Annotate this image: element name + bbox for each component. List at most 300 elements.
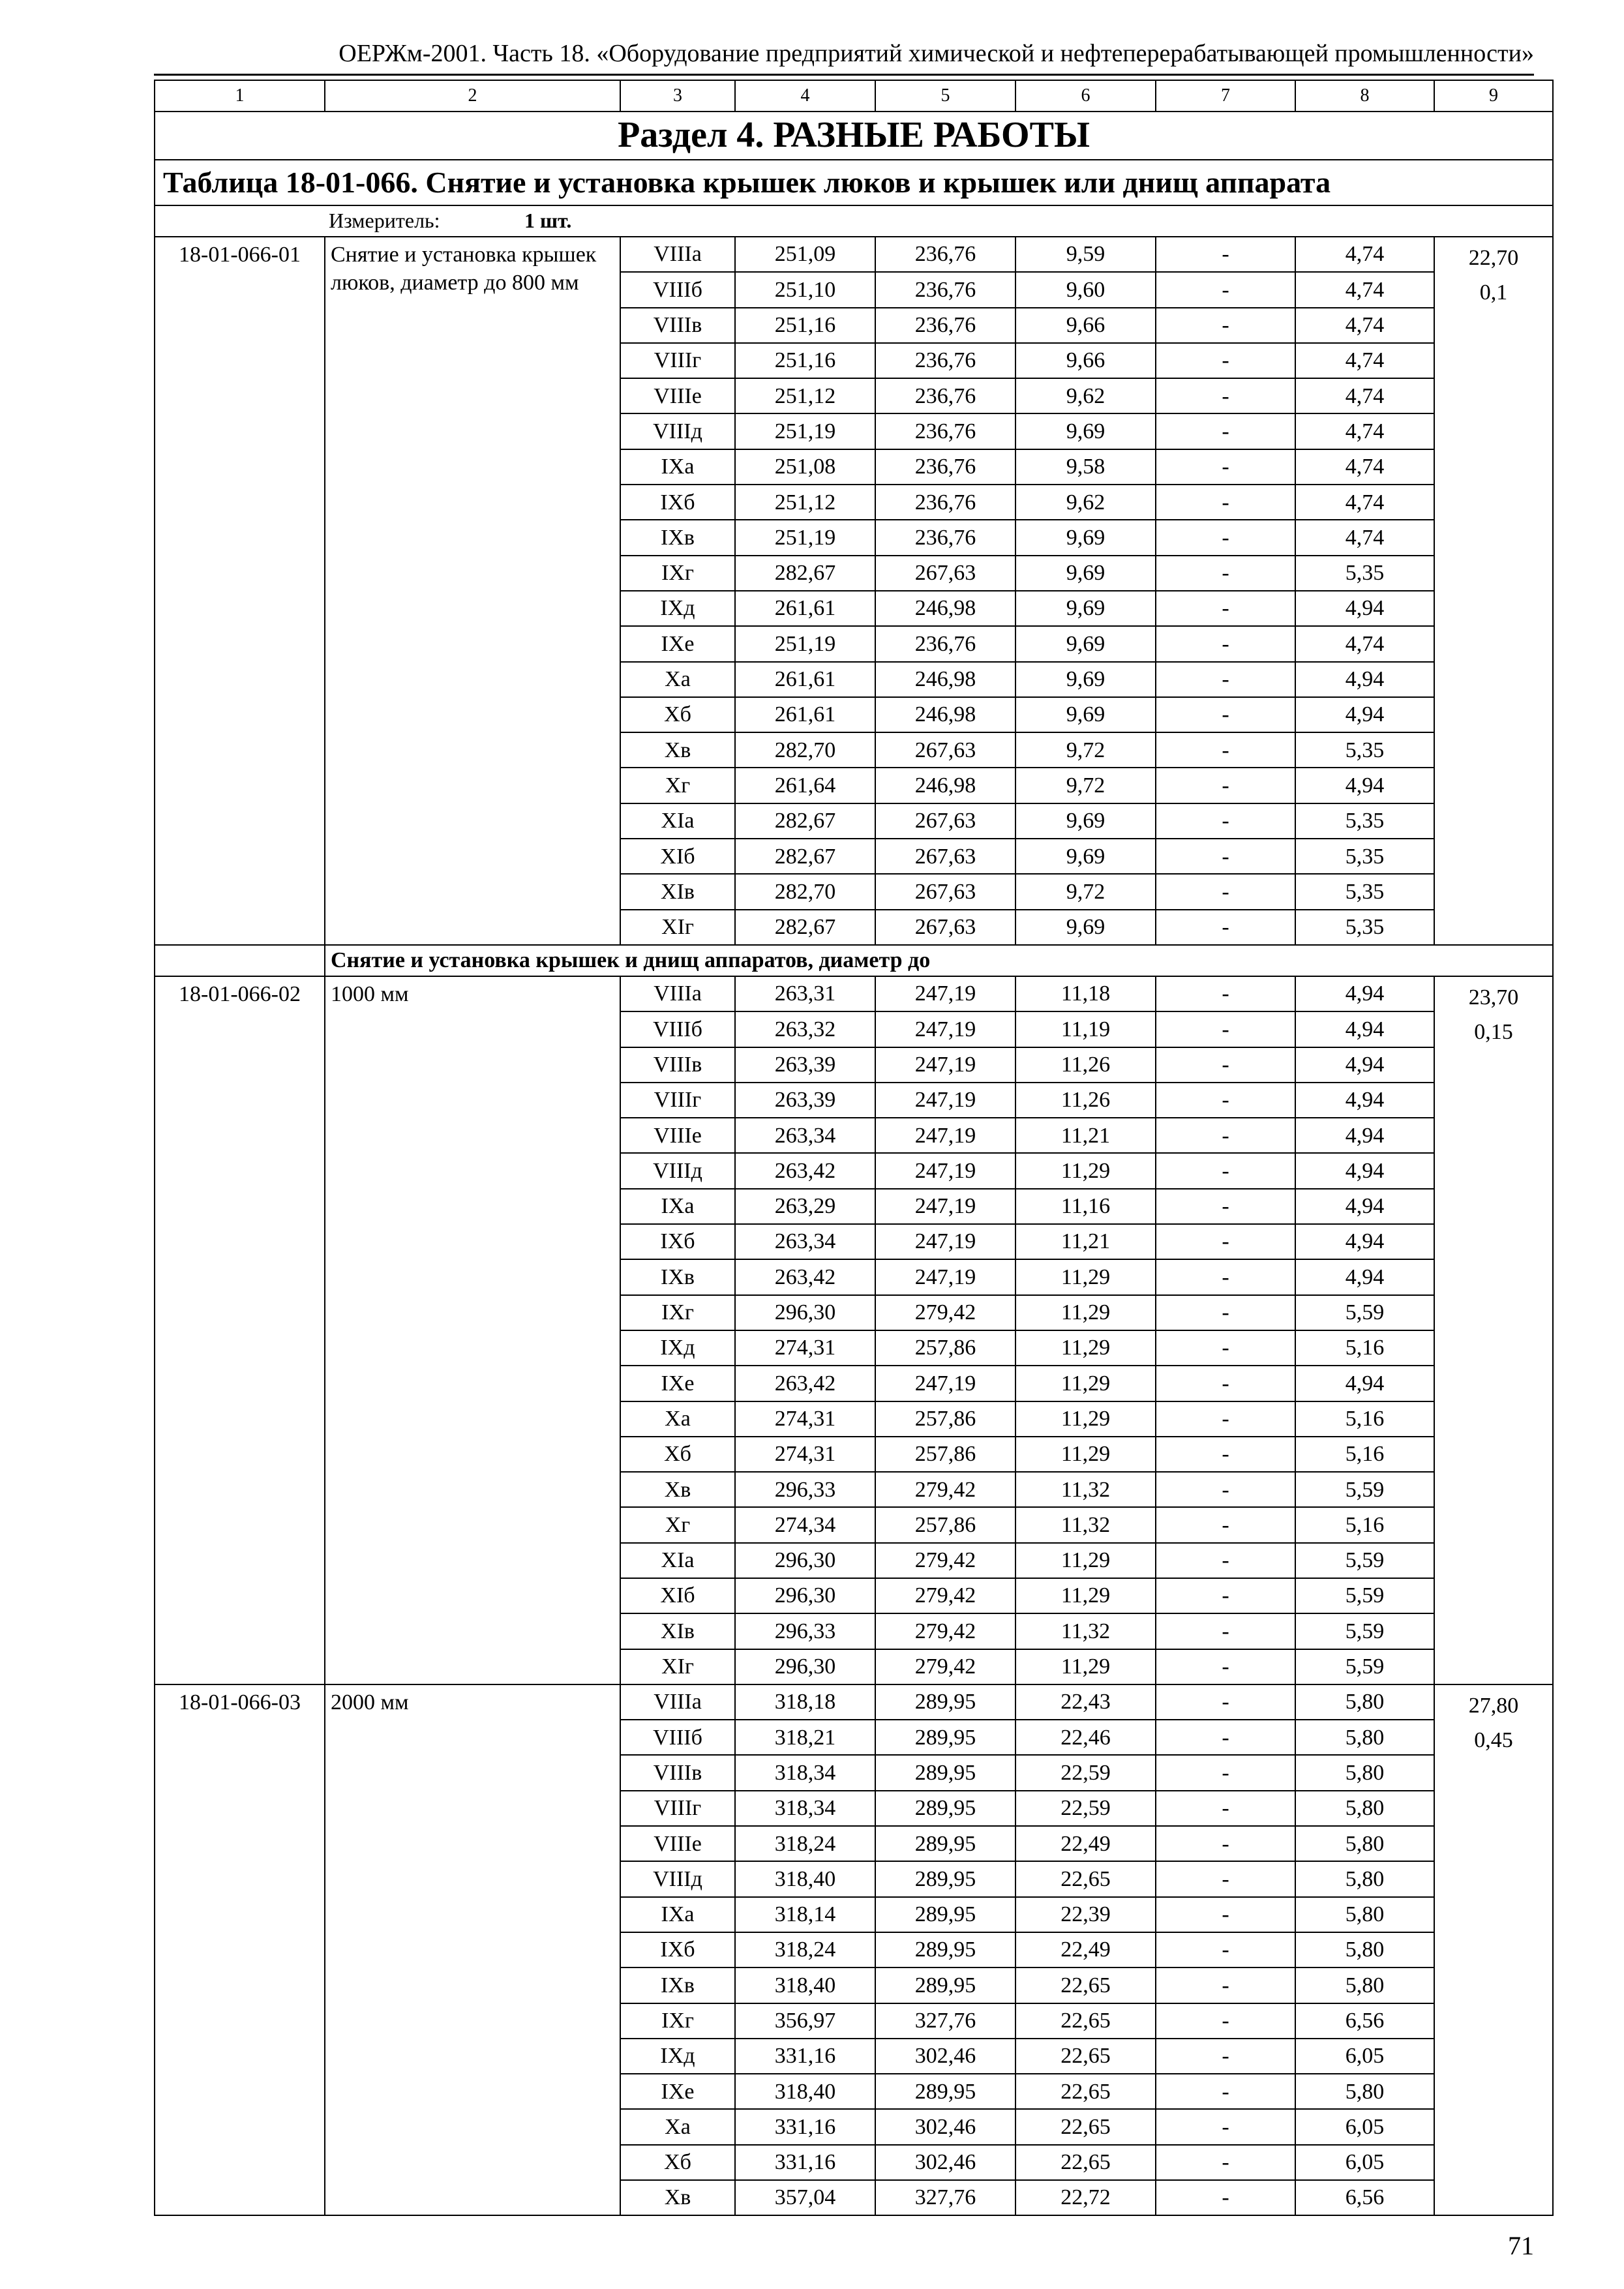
driver-wages-cell: - (1156, 1932, 1295, 1967)
labor-cost-cell: 4,94 (1295, 1118, 1434, 1153)
wages-cell: 279,42 (875, 1613, 1015, 1649)
wages-cell: 289,95 (875, 1720, 1015, 1755)
driver-wages-cell: - (1156, 520, 1295, 555)
labor-cost-cell: 5,80 (1295, 1755, 1434, 1790)
worker-category-cell: VIIIа (620, 976, 735, 1011)
machine-cost-cell: 11,21 (1015, 1224, 1156, 1259)
table-title-row (155, 160, 1553, 205)
page-header: ОЕРЖм-2001. Часть 18. «Оборудование предприятий химической и нефтеперерабатывающей промышленности» (338, 40, 1534, 67)
column-number: 2 (325, 80, 620, 112)
labor-cost-cell: 5,16 (1295, 1401, 1434, 1437)
machine-cost-cell: 11,29 (1015, 1401, 1156, 1437)
column-number: 4 (735, 80, 875, 112)
worker-category-cell: XIв (620, 1613, 735, 1649)
worker-category-cell: IXб (620, 485, 735, 520)
wages-cell: 289,95 (875, 1897, 1015, 1932)
labor-cost-cell: 4,94 (1295, 1259, 1434, 1294)
cost-total-cell: 251,10 (735, 272, 875, 307)
labor-cost-cell: 5,35 (1295, 732, 1434, 768)
wages-cell: 302,46 (875, 2109, 1015, 2144)
driver-wages-cell: - (1156, 2039, 1295, 2074)
cost-total-cell: 251,16 (735, 308, 875, 343)
wages-cell: 247,19 (875, 976, 1015, 1011)
machine-cost-cell: 9,72 (1015, 874, 1156, 909)
driver-wages-cell: - (1156, 343, 1295, 378)
wages-cell: 257,86 (875, 1401, 1015, 1437)
driver-wages-cell: - (1156, 874, 1295, 909)
labor-cost-cell: 5,59 (1295, 1578, 1434, 1613)
driver-wages-cell: - (1156, 1649, 1295, 1684)
worker-category-cell: IXд (620, 2039, 735, 2074)
machine-cost-cell: 9,69 (1015, 803, 1156, 839)
worker-category-cell: IXг (620, 2003, 735, 2039)
machine-cost-cell: 11,29 (1015, 1259, 1156, 1294)
machine-cost-cell: 11,32 (1015, 1472, 1156, 1507)
machine-cost-cell: 11,29 (1015, 1366, 1156, 1401)
cost-total-cell: 251,16 (735, 343, 875, 378)
worker-category-cell: XIг (620, 910, 735, 945)
driver-wages-cell: - (1156, 2003, 1295, 2039)
labor-cost-cell: 4,94 (1295, 1224, 1434, 1259)
machine-cost-cell: 11,29 (1015, 1153, 1156, 1188)
driver-wages-cell: - (1156, 768, 1295, 803)
unit-label: Измеритель: (329, 209, 440, 233)
driver-wages-cell: - (1156, 976, 1295, 1011)
column-number: 6 (1015, 80, 1156, 112)
labor-cost-cell: 6,56 (1295, 2003, 1434, 2039)
machine-cost-cell: 9,66 (1015, 343, 1156, 378)
rate-code: 18-01-066-01 (155, 237, 325, 945)
machine-cost-cell: 11,26 (1015, 1047, 1156, 1083)
machine-cost-cell: 22,65 (1015, 2074, 1156, 2109)
machine-cost-cell: 11,29 (1015, 1543, 1156, 1578)
worker-category-cell: IXе (620, 2074, 735, 2109)
worker-category-cell: IXд (620, 1330, 735, 1366)
extra-value-1: 23,70 (1468, 985, 1519, 1010)
driver-wages-cell: - (1156, 1153, 1295, 1188)
machine-cost-cell: 9,69 (1015, 591, 1156, 626)
labor-cost-cell: 5,59 (1295, 1613, 1434, 1649)
wages-cell: 257,86 (875, 1437, 1015, 1472)
machine-cost-cell: 22,46 (1015, 1720, 1156, 1755)
worker-category-cell: XIа (620, 1543, 735, 1578)
driver-wages-cell: - (1156, 1437, 1295, 1472)
cost-total-cell: 251,19 (735, 520, 875, 555)
column-number-row (155, 80, 1553, 112)
driver-wages-cell: - (1156, 1259, 1295, 1294)
cost-total-cell: 261,61 (735, 662, 875, 697)
labor-cost-cell: 6,05 (1295, 2039, 1434, 2074)
wages-cell: 289,95 (875, 1684, 1015, 1720)
labor-cost-cell: 5,16 (1295, 1330, 1434, 1366)
cost-total-cell: 318,14 (735, 1897, 875, 1932)
worker-category-cell: VIIIг (620, 1791, 735, 1826)
wages-cell: 236,76 (875, 485, 1015, 520)
labor-cost-cell: 4,94 (1295, 1047, 1434, 1083)
section-title: Раздел 4. РАЗНЫЕ РАБОТЫ (155, 112, 1553, 160)
wages-cell: 246,98 (875, 591, 1015, 626)
labor-cost-cell: 5,35 (1295, 556, 1434, 591)
cost-total-cell: 274,31 (735, 1330, 875, 1366)
wages-cell: 267,63 (875, 874, 1015, 909)
machine-cost-cell: 9,69 (1015, 626, 1156, 661)
worker-category-cell: VIIIб (620, 1011, 735, 1047)
driver-wages-cell: - (1156, 2109, 1295, 2144)
labor-cost-cell: 5,80 (1295, 1720, 1434, 1755)
cost-total-cell: 296,30 (735, 1649, 875, 1684)
cost-total-cell: 251,12 (735, 378, 875, 413)
machine-cost-cell: 9,58 (1015, 449, 1156, 485)
driver-wages-cell: - (1156, 485, 1295, 520)
extra-values (1434, 1684, 1553, 2215)
worker-category-cell: XIб (620, 839, 735, 874)
cost-total-cell: 261,64 (735, 768, 875, 803)
worker-category-cell: XIб (620, 1578, 735, 1613)
machine-cost-cell: 22,39 (1015, 1897, 1156, 1932)
labor-cost-cell: 4,74 (1295, 626, 1434, 661)
driver-wages-cell: - (1156, 449, 1295, 485)
driver-wages-cell: - (1156, 1755, 1295, 1790)
worker-category-cell: IXг (620, 556, 735, 591)
labor-cost-cell: 5,59 (1295, 1295, 1434, 1330)
cost-total-cell: 318,21 (735, 1720, 875, 1755)
work-name: Снятие и установка крышек люков, диаметр до 800 мм (325, 237, 620, 945)
worker-category-cell: VIIIе (620, 1826, 735, 1861)
driver-wages-cell: - (1156, 1224, 1295, 1259)
cost-total-cell: 318,24 (735, 1826, 875, 1861)
machine-cost-cell: 11,21 (1015, 1118, 1156, 1153)
worker-category-cell: Xв (620, 2180, 735, 2215)
labor-cost-cell: 4,74 (1295, 378, 1434, 413)
cost-total-cell: 318,40 (735, 1861, 875, 1896)
wages-cell: 236,76 (875, 308, 1015, 343)
wages-cell: 279,42 (875, 1295, 1015, 1330)
worker-category-cell: XIв (620, 874, 735, 909)
driver-wages-cell: - (1156, 1047, 1295, 1083)
labor-cost-cell: 6,05 (1295, 2109, 1434, 2144)
wages-cell: 246,98 (875, 697, 1015, 732)
worker-category-cell: Xг (620, 1507, 735, 1542)
driver-wages-cell: - (1156, 1543, 1295, 1578)
extra-value-1: 22,70 (1468, 246, 1519, 270)
worker-category-cell: VIIIг (620, 343, 735, 378)
wages-cell: 279,42 (875, 1649, 1015, 1684)
worker-category-cell: VIIIв (620, 1047, 735, 1083)
machine-cost-cell: 22,65 (1015, 2003, 1156, 2039)
labor-cost-cell: 5,80 (1295, 2074, 1434, 2109)
driver-wages-cell: - (1156, 591, 1295, 626)
machine-cost-cell: 9,69 (1015, 839, 1156, 874)
column-number: 7 (1156, 80, 1295, 112)
extra-value-1: 27,80 (1468, 1693, 1519, 1718)
wages-cell: 247,19 (875, 1118, 1015, 1153)
worker-category-cell: XIг (620, 1649, 735, 1684)
wages-cell: 247,19 (875, 1153, 1015, 1188)
driver-wages-cell: - (1156, 910, 1295, 945)
cost-total-cell: 318,34 (735, 1791, 875, 1826)
driver-wages-cell: - (1156, 1295, 1295, 1330)
wages-cell: 246,98 (875, 768, 1015, 803)
driver-wages-cell: - (1156, 272, 1295, 307)
worker-category-cell: IXв (620, 1967, 735, 2003)
machine-cost-cell: 22,59 (1015, 1791, 1156, 1826)
labor-cost-cell: 5,80 (1295, 1684, 1434, 1720)
worker-category-cell: Xб (620, 697, 735, 732)
driver-wages-cell: - (1156, 1011, 1295, 1047)
wages-cell: 279,42 (875, 1578, 1015, 1613)
wages-cell: 236,76 (875, 520, 1015, 555)
driver-wages-cell: - (1156, 1791, 1295, 1826)
cost-total-cell: 357,04 (735, 2180, 875, 2215)
wages-cell: 302,46 (875, 2039, 1015, 2074)
cost-total-cell: 282,70 (735, 874, 875, 909)
driver-wages-cell: - (1156, 413, 1295, 449)
driver-wages-cell: - (1156, 839, 1295, 874)
cost-total-cell: 331,16 (735, 2039, 875, 2074)
driver-wages-cell: - (1156, 1578, 1295, 1613)
cost-total-cell: 263,42 (735, 1259, 875, 1294)
subtitle-text: Снятие и установка крышек и днищ аппаратов, диаметр до (325, 945, 1553, 976)
worker-category-cell: IXа (620, 1897, 735, 1932)
machine-cost-cell: 22,59 (1015, 1755, 1156, 1790)
labor-cost-cell: 4,94 (1295, 697, 1434, 732)
page-number: 71 (1508, 2231, 1534, 2260)
table-row (155, 1684, 1553, 1720)
driver-wages-cell: - (1156, 1897, 1295, 1932)
worker-category-cell: IXд (620, 591, 735, 626)
cost-total-cell: 263,39 (735, 1047, 875, 1083)
labor-cost-cell: 4,74 (1295, 237, 1434, 272)
driver-wages-cell: - (1156, 2145, 1295, 2180)
wages-cell: 289,95 (875, 1932, 1015, 1967)
wages-cell: 247,19 (875, 1366, 1015, 1401)
machine-cost-cell: 22,43 (1015, 1684, 1156, 1720)
cost-total-cell: 251,09 (735, 237, 875, 272)
table-title: Таблица 18-01-066. Снятие и установка крышек люков и крышек или днищ аппарата (155, 160, 1553, 205)
extra-values (1434, 237, 1553, 945)
cost-total-cell: 318,40 (735, 1967, 875, 2003)
cost-total-cell: 296,30 (735, 1295, 875, 1330)
worker-category-cell: IXб (620, 1932, 735, 1967)
labor-cost-cell: 4,74 (1295, 272, 1434, 307)
driver-wages-cell: - (1156, 1613, 1295, 1649)
wages-cell: 247,19 (875, 1083, 1015, 1118)
machine-cost-cell: 11,16 (1015, 1189, 1156, 1224)
machine-cost-cell: 22,65 (1015, 2039, 1156, 2074)
labor-cost-cell: 4,74 (1295, 343, 1434, 378)
worker-category-cell: VIIIа (620, 1684, 735, 1720)
cost-total-cell: 263,29 (735, 1189, 875, 1224)
labor-cost-cell: 4,94 (1295, 662, 1434, 697)
labor-cost-cell: 4,94 (1295, 1366, 1434, 1401)
driver-wages-cell: - (1156, 1083, 1295, 1118)
worker-category-cell: VIIIа (620, 237, 735, 272)
wages-cell: 289,95 (875, 1861, 1015, 1896)
machine-cost-cell: 9,69 (1015, 910, 1156, 945)
worker-category-cell: VIIIе (620, 1118, 735, 1153)
wages-cell: 236,76 (875, 449, 1015, 485)
machine-cost-cell: 11,19 (1015, 1011, 1156, 1047)
driver-wages-cell: - (1156, 697, 1295, 732)
labor-cost-cell: 4,94 (1295, 1153, 1434, 1188)
machine-cost-cell: 9,69 (1015, 413, 1156, 449)
wages-cell: 289,95 (875, 1755, 1015, 1790)
cost-total-cell: 274,34 (735, 1507, 875, 1542)
wages-cell: 267,63 (875, 910, 1015, 945)
cost-total-cell: 274,31 (735, 1437, 875, 1472)
wages-cell: 327,76 (875, 2003, 1015, 2039)
wages-cell: 236,76 (875, 343, 1015, 378)
cost-total-cell: 263,32 (735, 1011, 875, 1047)
driver-wages-cell: - (1156, 1507, 1295, 1542)
worker-category-cell: XIа (620, 803, 735, 839)
wages-cell: 289,95 (875, 2074, 1015, 2109)
driver-wages-cell: - (1156, 732, 1295, 768)
unit-cell (325, 205, 1553, 237)
labor-cost-cell: 5,35 (1295, 910, 1434, 945)
machine-cost-cell: 9,59 (1015, 237, 1156, 272)
wages-cell: 279,42 (875, 1472, 1015, 1507)
cost-total-cell: 318,40 (735, 2074, 875, 2109)
wages-cell: 257,86 (875, 1507, 1015, 1542)
worker-category-cell: Xа (620, 1401, 735, 1437)
machine-cost-cell: 11,29 (1015, 1649, 1156, 1684)
labor-cost-cell: 5,35 (1295, 803, 1434, 839)
machine-cost-cell: 9,60 (1015, 272, 1156, 307)
driver-wages-cell: - (1156, 1826, 1295, 1861)
machine-cost-cell: 11,32 (1015, 1613, 1156, 1649)
wages-cell: 257,86 (875, 1330, 1015, 1366)
machine-cost-cell: 9,69 (1015, 662, 1156, 697)
cost-total-cell: 251,08 (735, 449, 875, 485)
driver-wages-cell: - (1156, 2180, 1295, 2215)
wages-cell: 267,63 (875, 803, 1015, 839)
cost-total-cell: 318,18 (735, 1684, 875, 1720)
machine-cost-cell: 9,66 (1015, 308, 1156, 343)
driver-wages-cell: - (1156, 662, 1295, 697)
table-body (155, 80, 1553, 2215)
labor-cost-cell: 4,74 (1295, 520, 1434, 555)
labor-cost-cell: 6,05 (1295, 2145, 1434, 2180)
worker-category-cell: Xб (620, 2145, 735, 2180)
driver-wages-cell: - (1156, 803, 1295, 839)
work-name: 2000 мм (325, 1684, 620, 2215)
wages-cell: 247,19 (875, 1224, 1015, 1259)
unit-value: 1 шт. (524, 209, 572, 233)
machine-cost-cell: 22,65 (1015, 2145, 1156, 2180)
cost-total-cell: 261,61 (735, 591, 875, 626)
wages-cell: 236,76 (875, 378, 1015, 413)
cost-total-cell: 263,31 (735, 976, 875, 1011)
cost-total-cell: 263,34 (735, 1118, 875, 1153)
cost-total-cell: 331,16 (735, 2109, 875, 2144)
worker-category-cell: Xв (620, 732, 735, 768)
unit-blank (155, 205, 325, 237)
cost-total-cell: 282,67 (735, 803, 875, 839)
machine-cost-cell: 11,26 (1015, 1083, 1156, 1118)
labor-cost-cell: 5,59 (1295, 1649, 1434, 1684)
cost-total-cell: 296,30 (735, 1543, 875, 1578)
worker-category-cell: IXе (620, 626, 735, 661)
column-number: 9 (1434, 80, 1553, 112)
table-row (155, 237, 1553, 272)
machine-cost-cell: 22,65 (1015, 1861, 1156, 1896)
labor-cost-cell: 4,74 (1295, 449, 1434, 485)
labor-cost-cell: 4,94 (1295, 1011, 1434, 1047)
wages-cell: 236,76 (875, 626, 1015, 661)
cost-total-cell: 282,67 (735, 556, 875, 591)
machine-cost-cell: 11,29 (1015, 1295, 1156, 1330)
labor-cost-cell: 5,16 (1295, 1507, 1434, 1542)
wages-cell: 236,76 (875, 413, 1015, 449)
cost-total-cell: 263,34 (735, 1224, 875, 1259)
machine-cost-cell: 9,72 (1015, 768, 1156, 803)
worker-category-cell: VIIIд (620, 413, 735, 449)
machine-cost-cell: 22,65 (1015, 1967, 1156, 2003)
work-name: 1000 мм (325, 976, 620, 1684)
labor-cost-cell: 4,74 (1295, 308, 1434, 343)
cost-total-cell: 263,42 (735, 1366, 875, 1401)
norms-table (154, 80, 1554, 2216)
cost-total-cell: 331,16 (735, 2145, 875, 2180)
machine-cost-cell: 9,62 (1015, 485, 1156, 520)
machine-cost-cell: 11,29 (1015, 1437, 1156, 1472)
machine-cost-cell: 11,32 (1015, 1507, 1156, 1542)
driver-wages-cell: - (1156, 1366, 1295, 1401)
worker-category-cell: IXв (620, 1259, 735, 1294)
labor-cost-cell: 4,94 (1295, 1083, 1434, 1118)
worker-category-cell: VIIIб (620, 272, 735, 307)
column-number: 8 (1295, 80, 1434, 112)
extra-value-2: 0,15 (1474, 1019, 1513, 1044)
wages-cell: 247,19 (875, 1189, 1015, 1224)
driver-wages-cell: - (1156, 308, 1295, 343)
labor-cost-cell: 5,16 (1295, 1437, 1434, 1472)
cost-total-cell: 282,67 (735, 910, 875, 945)
driver-wages-cell: - (1156, 1684, 1295, 1720)
extra-value-2: 0,45 (1474, 1728, 1513, 1752)
driver-wages-cell: - (1156, 1472, 1295, 1507)
cost-total-cell: 318,34 (735, 1755, 875, 1790)
wages-cell: 236,76 (875, 237, 1015, 272)
worker-category-cell: Xг (620, 768, 735, 803)
driver-wages-cell: - (1156, 1330, 1295, 1366)
worker-category-cell: Xв (620, 1472, 735, 1507)
extra-values (1434, 976, 1553, 1684)
column-number: 5 (875, 80, 1015, 112)
worker-category-cell: VIIIб (620, 1720, 735, 1755)
extra-value-2: 0,1 (1479, 280, 1508, 305)
labor-cost-cell: 4,94 (1295, 1189, 1434, 1224)
worker-category-cell: IXа (620, 1189, 735, 1224)
cost-total-cell: 251,19 (735, 413, 875, 449)
machine-cost-cell: 9,62 (1015, 378, 1156, 413)
labor-cost-cell: 5,80 (1295, 1826, 1434, 1861)
worker-category-cell: VIIIд (620, 1861, 735, 1896)
labor-cost-cell: 4,74 (1295, 485, 1434, 520)
worker-category-cell: IXг (620, 1295, 735, 1330)
labor-cost-cell: 4,94 (1295, 768, 1434, 803)
subtitle-blank (155, 945, 325, 976)
machine-cost-cell: 9,69 (1015, 556, 1156, 591)
worker-category-cell: IXв (620, 520, 735, 555)
driver-wages-cell: - (1156, 1967, 1295, 2003)
section-title-row (155, 112, 1553, 160)
machine-cost-cell: 22,72 (1015, 2180, 1156, 2215)
driver-wages-cell: - (1156, 1401, 1295, 1437)
cost-total-cell: 318,24 (735, 1932, 875, 1967)
driver-wages-cell: - (1156, 626, 1295, 661)
